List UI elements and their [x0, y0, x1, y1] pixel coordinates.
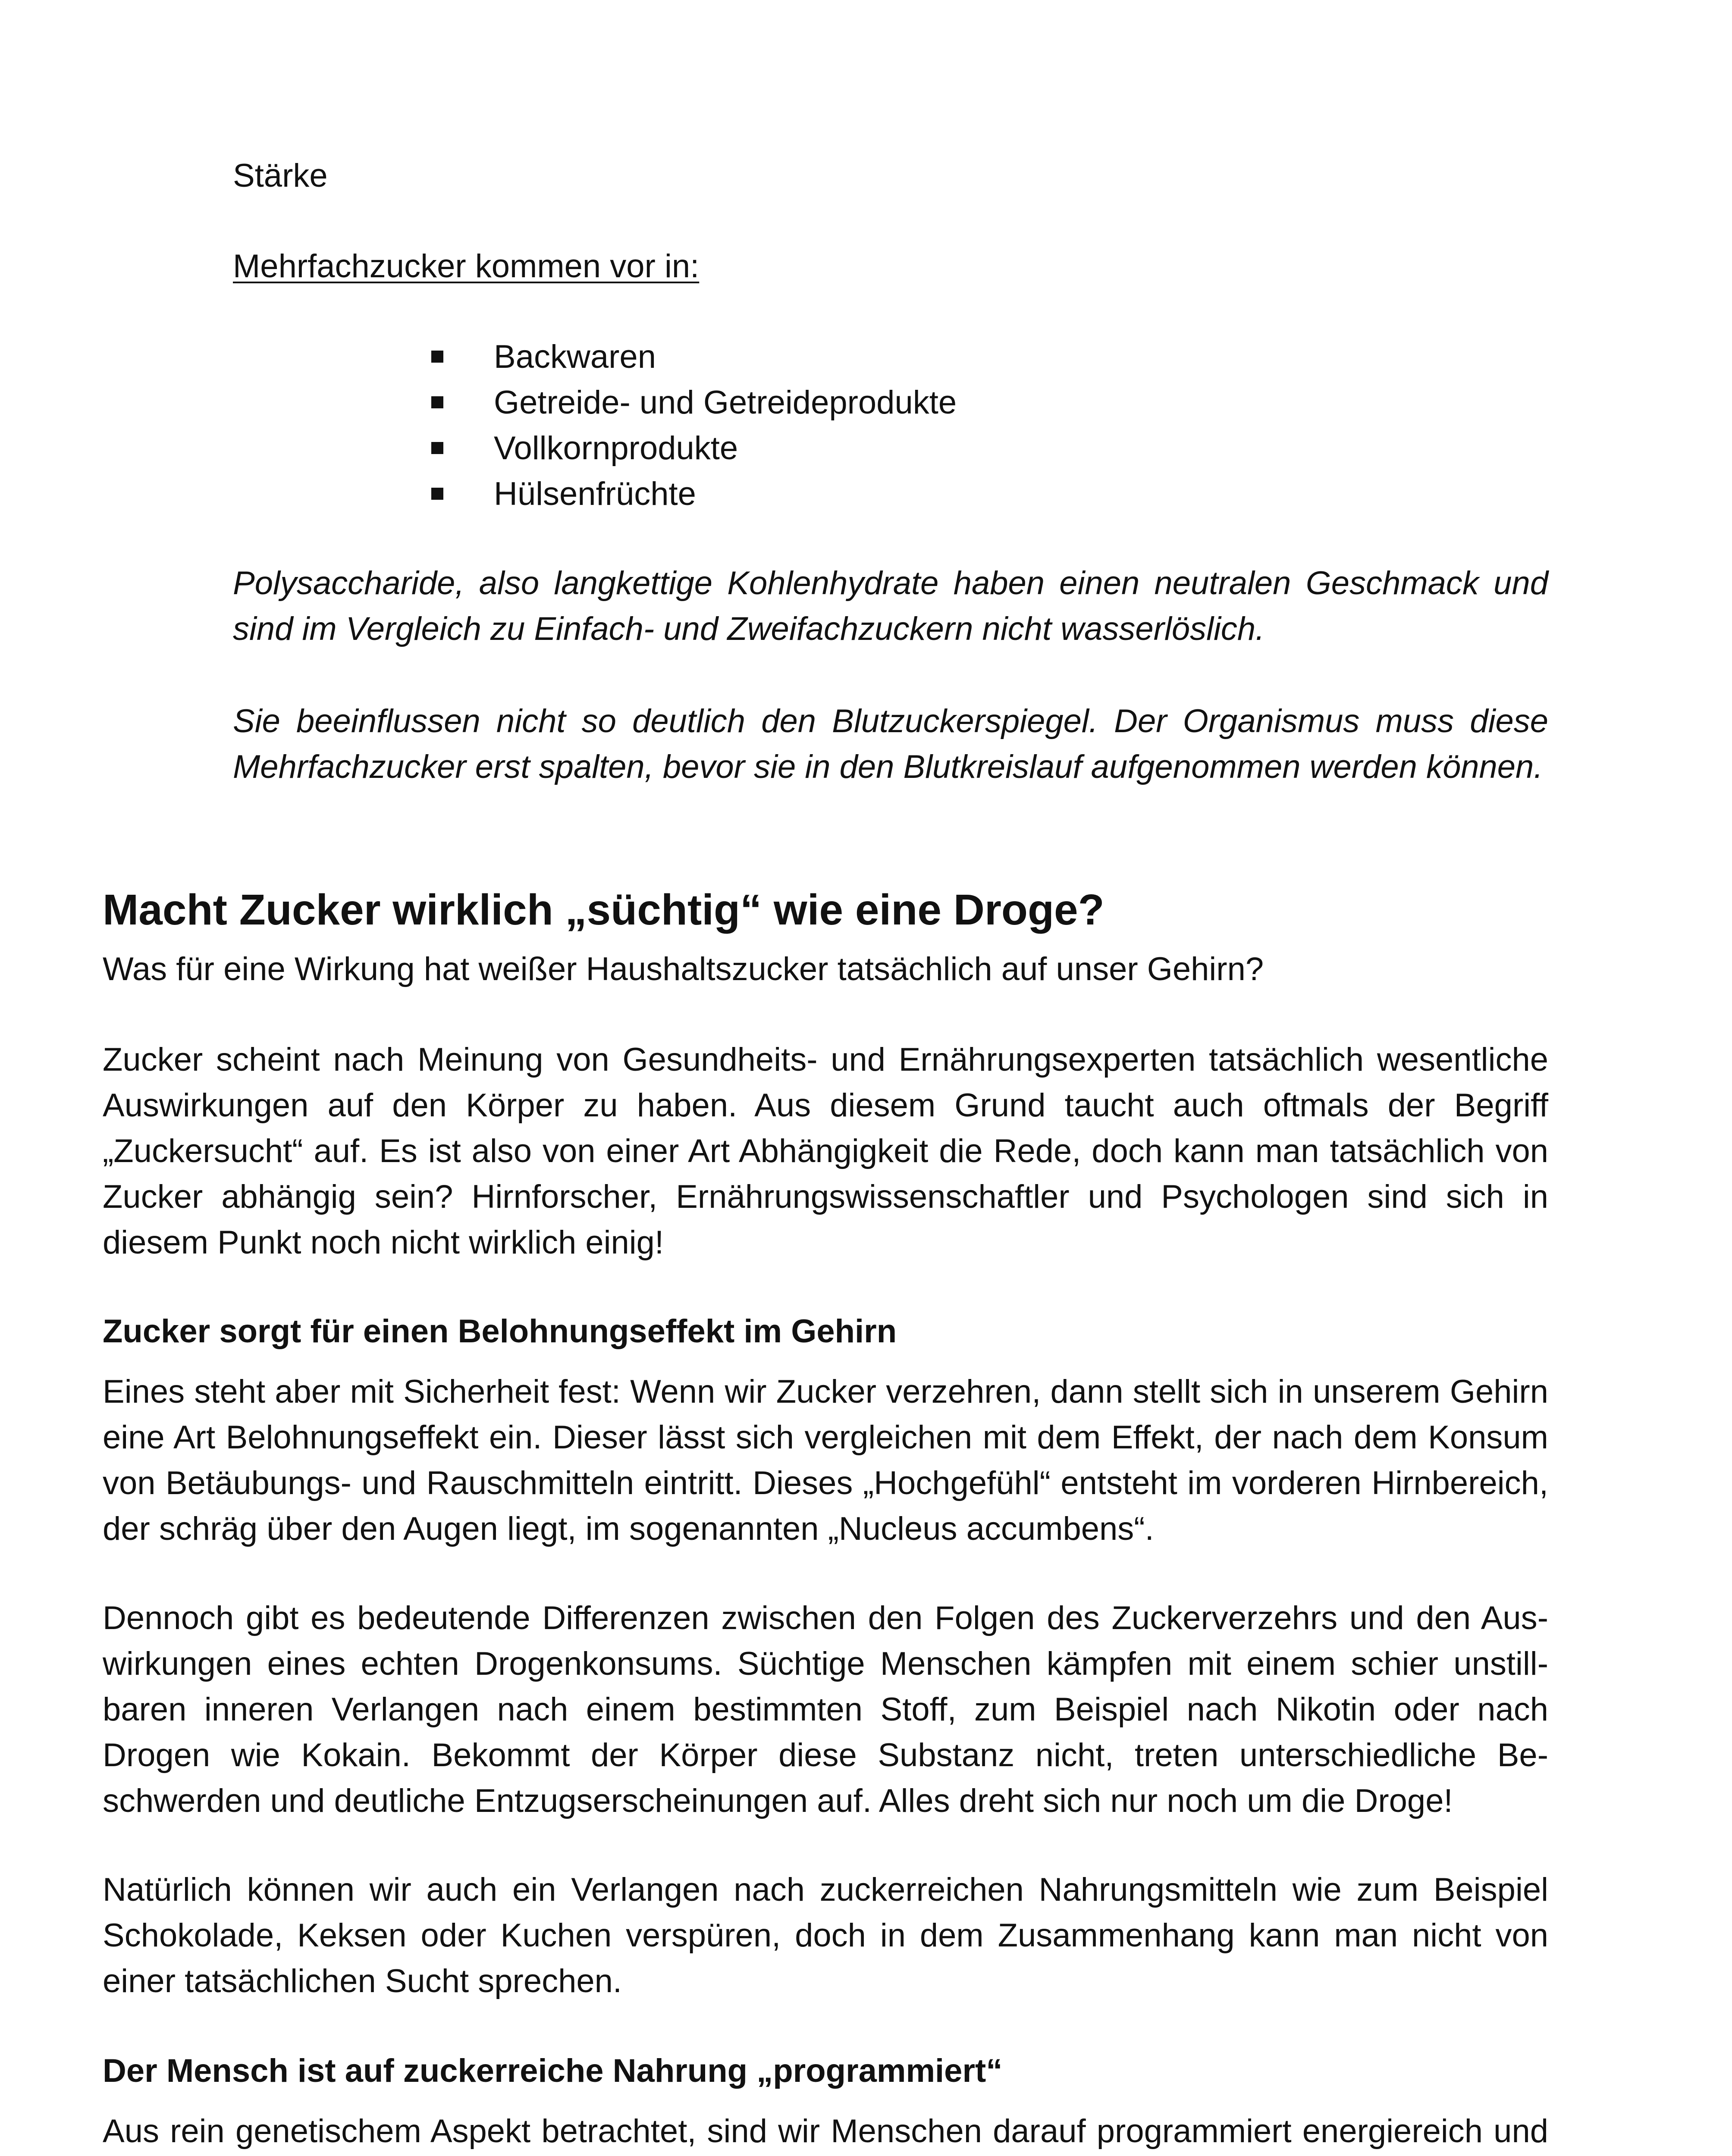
- food-list: [431, 334, 957, 517]
- reward-paragraph-3: Natürlich können wir auch ein Verlangen nach zuckerreichen Nahrungsmitteln wie zum Beispiel Schokolade, Keksen oder Kuchen verspüren, doch in dem Zusammenhang kann man nicht von einer tatsächlichen Sucht sprechen.: [103, 1871, 1548, 1999]
- section-subtitle: Was für eine Wirkung hat weißer Haushaltszucker tatsächlich auf unser Gehirn?: [103, 951, 1264, 987]
- italic-paragraph-1: Polysaccharide, also langkettige Kohlenhydrate haben einen neutralen Geschmack und sind im Vergleich zu Einfach- und Zweifachzuckern nicht wasserlöslich.: [233, 565, 1548, 647]
- list-item: Getreide- und Getreideprodukte: [431, 380, 957, 426]
- list-heading: Mehrfachzucker kommen vor in:: [233, 248, 700, 285]
- list-item: Hülsenfrüchte: [431, 471, 957, 517]
- list-item: Vollkornprodukte: [431, 426, 957, 471]
- italic-paragraph-2: Sie beeinflussen nicht so deutlich den Blutzuckerspiegel. Der Organismus muss diese Mehrfachzucker erst spalten, bevor sie in den Blutkreislauf aufgenommen werden können.: [233, 703, 1548, 785]
- square-bullet-icon: [431, 351, 443, 363]
- reward-paragraph-1: Eines steht aber mit Sicherheit fest: Wenn wir Zucker verzehren, dann stellt sich in unserem Gehirn eine Art Belohnungseffekt ein. Dieser lässt sich vergleichen mit dem Effekt, der nach dem Konsum von Betäubungs- und Rauschmitteln eintritt. Dieses „Hochgefühl“ entsteht im vorderen Hirnbereich, der schräg über den Augen liegt, im sogenannten „Nucleus accumbens“.: [103, 1373, 1548, 1547]
- square-bullet-icon: [431, 442, 443, 454]
- square-bullet-icon: [431, 488, 443, 500]
- intro-paragraph: Zucker scheint nach Meinung von Gesundheits- und Ernährungsexperten tatsächlich wesentliche Auswirkungen auf den Körper zu haben. Aus diesem Grund taucht auch oftmals der Begriff „Zuckersucht“ auf. Es ist also von einer Art Abhängigkeit die Rede, doch kann man tatsächlich von Zucker abhängig sein? Hirnforscher, Ernährungswissenschaftler und Psychologen sind sich in diesem Punkt noch nicht wirklich einig!: [103, 1041, 1548, 1261]
- list-item: Backwaren: [431, 334, 957, 380]
- square-bullet-icon: [431, 396, 443, 408]
- subheading-reward: Zucker sorgt für einen Belohnungseffekt im Gehirn: [103, 1313, 897, 1350]
- top-word: Stärke: [233, 157, 328, 194]
- programmed-paragraph: Aus rein genetischem Aspekt betrachtet, sind wir Menschen darauf programmiert energiereich und: [103, 2113, 1548, 2150]
- section-heading: Macht Zucker wirklich „süchtig“ wie eine Droge?: [103, 886, 1104, 934]
- reward-paragraph-2: Dennoch gibt es bedeutende Differenzen zwischen den Folgen des Zuckerverzehrs und den Auswirkungen eines echten Drogenkonsums. Süchtige Menschen kämpfen mit einem schier unstillbaren inneren Verlangen nach einem bestimmten Stoff, zum Beispiel nach Nikotin oder nach Drogen wie Kokain. Bekommt der Körper diese Substanz nicht, treten unterschiedliche Beschwerden und deutliche Entzugserscheinungen auf. Alles dreht sich nur noch um die Droge!: [103, 1600, 1548, 1819]
- subheading-programmed: Der Mensch ist auf zuckerreiche Nahrung „programmiert“: [103, 2053, 1003, 2089]
